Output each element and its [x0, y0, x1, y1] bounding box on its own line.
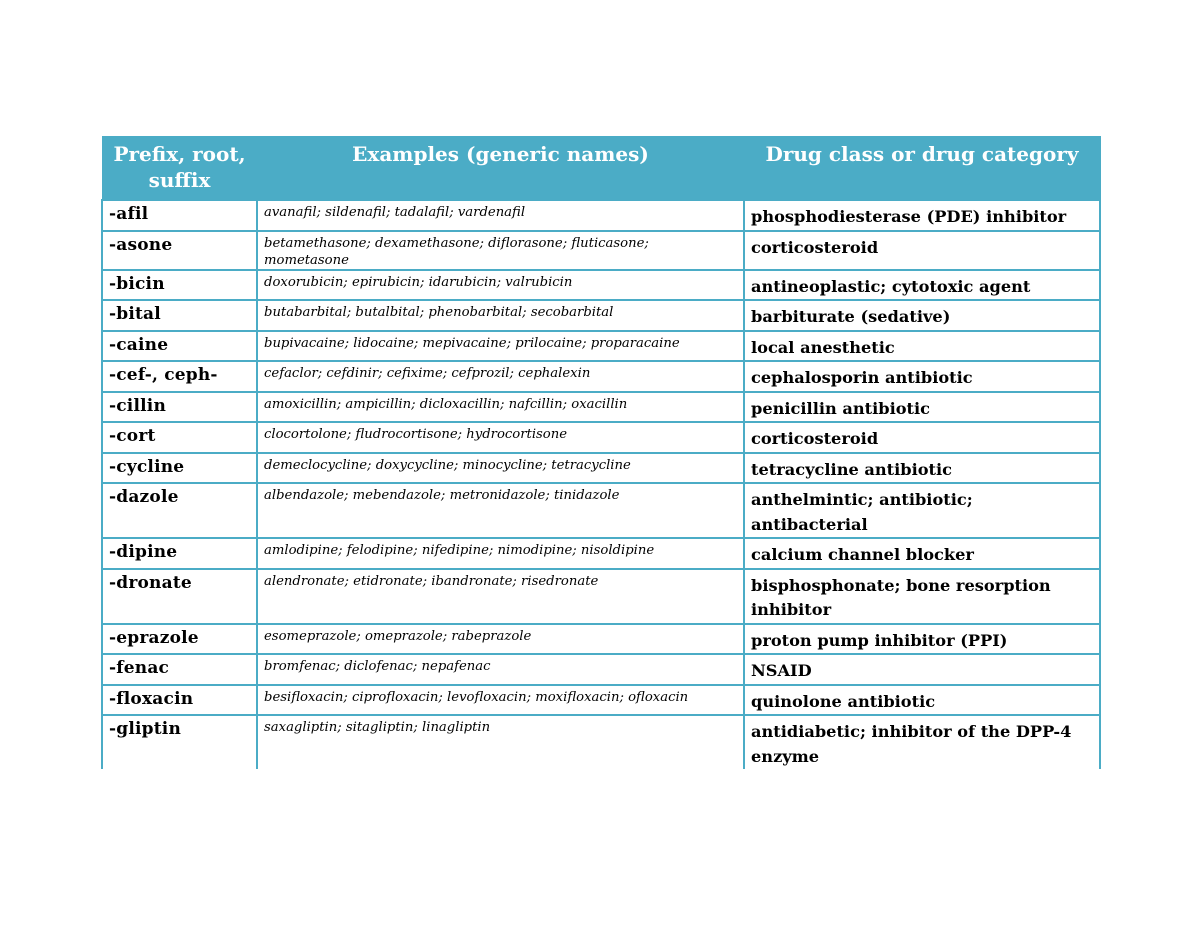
prefix-cell: -cort	[102, 422, 257, 453]
table-row	[102, 483, 1100, 538]
prefix-cell: -floxacin	[102, 685, 257, 716]
drug-class-cell: corticosteroid	[744, 422, 1100, 453]
drug-class-cell: quinolone antibiotic	[744, 685, 1100, 716]
table-row	[102, 361, 1100, 392]
examples-cell: bupivacaine; lidocaine; mepivacaine; prilocaine; proparacaine	[257, 331, 744, 362]
examples-cell: besifloxacin; ciprofloxacin; levofloxacin; moxifloxacin; ofloxacin	[257, 685, 744, 716]
table-row	[102, 453, 1100, 484]
examples-cell: amlodipine; felodipine; nifedipine; nimodipine; nisoldipine	[257, 538, 744, 569]
drug-class-cell: calcium channel blocker	[744, 538, 1100, 569]
table-row	[102, 624, 1100, 655]
drug-class-cell: barbiturate (sedative)	[744, 300, 1100, 331]
prefix-cell: -gliptin	[102, 715, 257, 769]
table-row	[102, 331, 1100, 362]
prefix-cell: -eprazole	[102, 624, 257, 655]
examples-cell: saxagliptin; sitagliptin; linagliptin	[257, 715, 744, 769]
examples-cell: demeclocycline; doxycycline; minocycline; tetracycline	[257, 453, 744, 484]
table-header	[102, 137, 1100, 201]
drug-class-cell: local anesthetic	[744, 331, 1100, 362]
examples-cell: esomeprazole; omeprazole; rabeprazole	[257, 624, 744, 655]
prefix-cell: -cillin	[102, 392, 257, 423]
table-row	[102, 200, 1100, 231]
drug-stem-table-container	[101, 136, 1099, 769]
drug-class-cell: proton pump inhibitor (PPI)	[744, 624, 1100, 655]
table-row	[102, 685, 1100, 716]
examples-cell: avanafil; sildenafil; tadalafil; vardenafil	[257, 200, 744, 231]
table-row	[102, 270, 1100, 301]
drug-class-cell: tetracycline antibiotic	[744, 453, 1100, 484]
drug-class-cell: phosphodiesterase (PDE) inhibitor	[744, 200, 1100, 231]
drug-class-cell: penicillin antibiotic	[744, 392, 1100, 423]
drug-class-cell: antineoplastic; cytotoxic agent	[744, 270, 1100, 301]
table-row	[102, 715, 1100, 769]
drug-class-cell: anthelmintic; antibiotic; antibacterial	[744, 483, 1100, 538]
prefix-cell: -afil	[102, 200, 257, 231]
examples-cell: cefaclor; cefdinir; cefixime; cefprozil; cephalexin	[257, 361, 744, 392]
examples-cell: albendazole; mebendazole; metronidazole; tinidazole	[257, 483, 744, 538]
examples-cell: betamethasone; dexamethasone; diflorasone; fluticasone; mometasone	[257, 231, 744, 270]
prefix-cell: -dronate	[102, 569, 257, 624]
table-row	[102, 538, 1100, 569]
header-examples: Examples (generic names)	[257, 137, 744, 201]
table-row	[102, 300, 1100, 331]
prefix-cell: -asone	[102, 231, 257, 270]
prefix-cell: -bicin	[102, 270, 257, 301]
drug-class-cell: bisphosphonate; bone resorption inhibitor	[744, 569, 1100, 624]
drug-class-cell: cephalosporin antibiotic	[744, 361, 1100, 392]
prefix-cell: -dipine	[102, 538, 257, 569]
table-row	[102, 654, 1100, 685]
drug-class-cell: corticosteroid	[744, 231, 1100, 270]
examples-cell: alendronate; etidronate; ibandronate; risedronate	[257, 569, 744, 624]
prefix-cell: -cycline	[102, 453, 257, 484]
drug-class-cell: NSAID	[744, 654, 1100, 685]
examples-cell: clocortolone; fludrocortisone; hydrocortisone	[257, 422, 744, 453]
table-body	[102, 200, 1100, 769]
examples-cell: amoxicillin; ampicillin; dicloxacillin; nafcillin; oxacillin	[257, 392, 744, 423]
prefix-cell: -dazole	[102, 483, 257, 538]
prefix-cell: -bital	[102, 300, 257, 331]
table-row	[102, 569, 1100, 624]
table-row	[102, 392, 1100, 423]
examples-cell: doxorubicin; epirubicin; idarubicin; valrubicin	[257, 270, 744, 301]
prefix-cell: -fenac	[102, 654, 257, 685]
table-row	[102, 231, 1100, 270]
drug-stem-table	[101, 136, 1101, 769]
header-prefix: Prefix, root, suffix	[102, 137, 257, 201]
header-row	[102, 137, 1100, 201]
examples-cell: butabarbital; butalbital; phenobarbital; secobarbital	[257, 300, 744, 331]
drug-class-cell: antidiabetic; inhibitor of the DPP-4 enzyme	[744, 715, 1100, 769]
header-drug-class: Drug class or drug category	[744, 137, 1100, 201]
prefix-cell: -caine	[102, 331, 257, 362]
table-row	[102, 422, 1100, 453]
examples-cell: bromfenac; diclofenac; nepafenac	[257, 654, 744, 685]
prefix-cell: -cef-, ceph-	[102, 361, 257, 392]
